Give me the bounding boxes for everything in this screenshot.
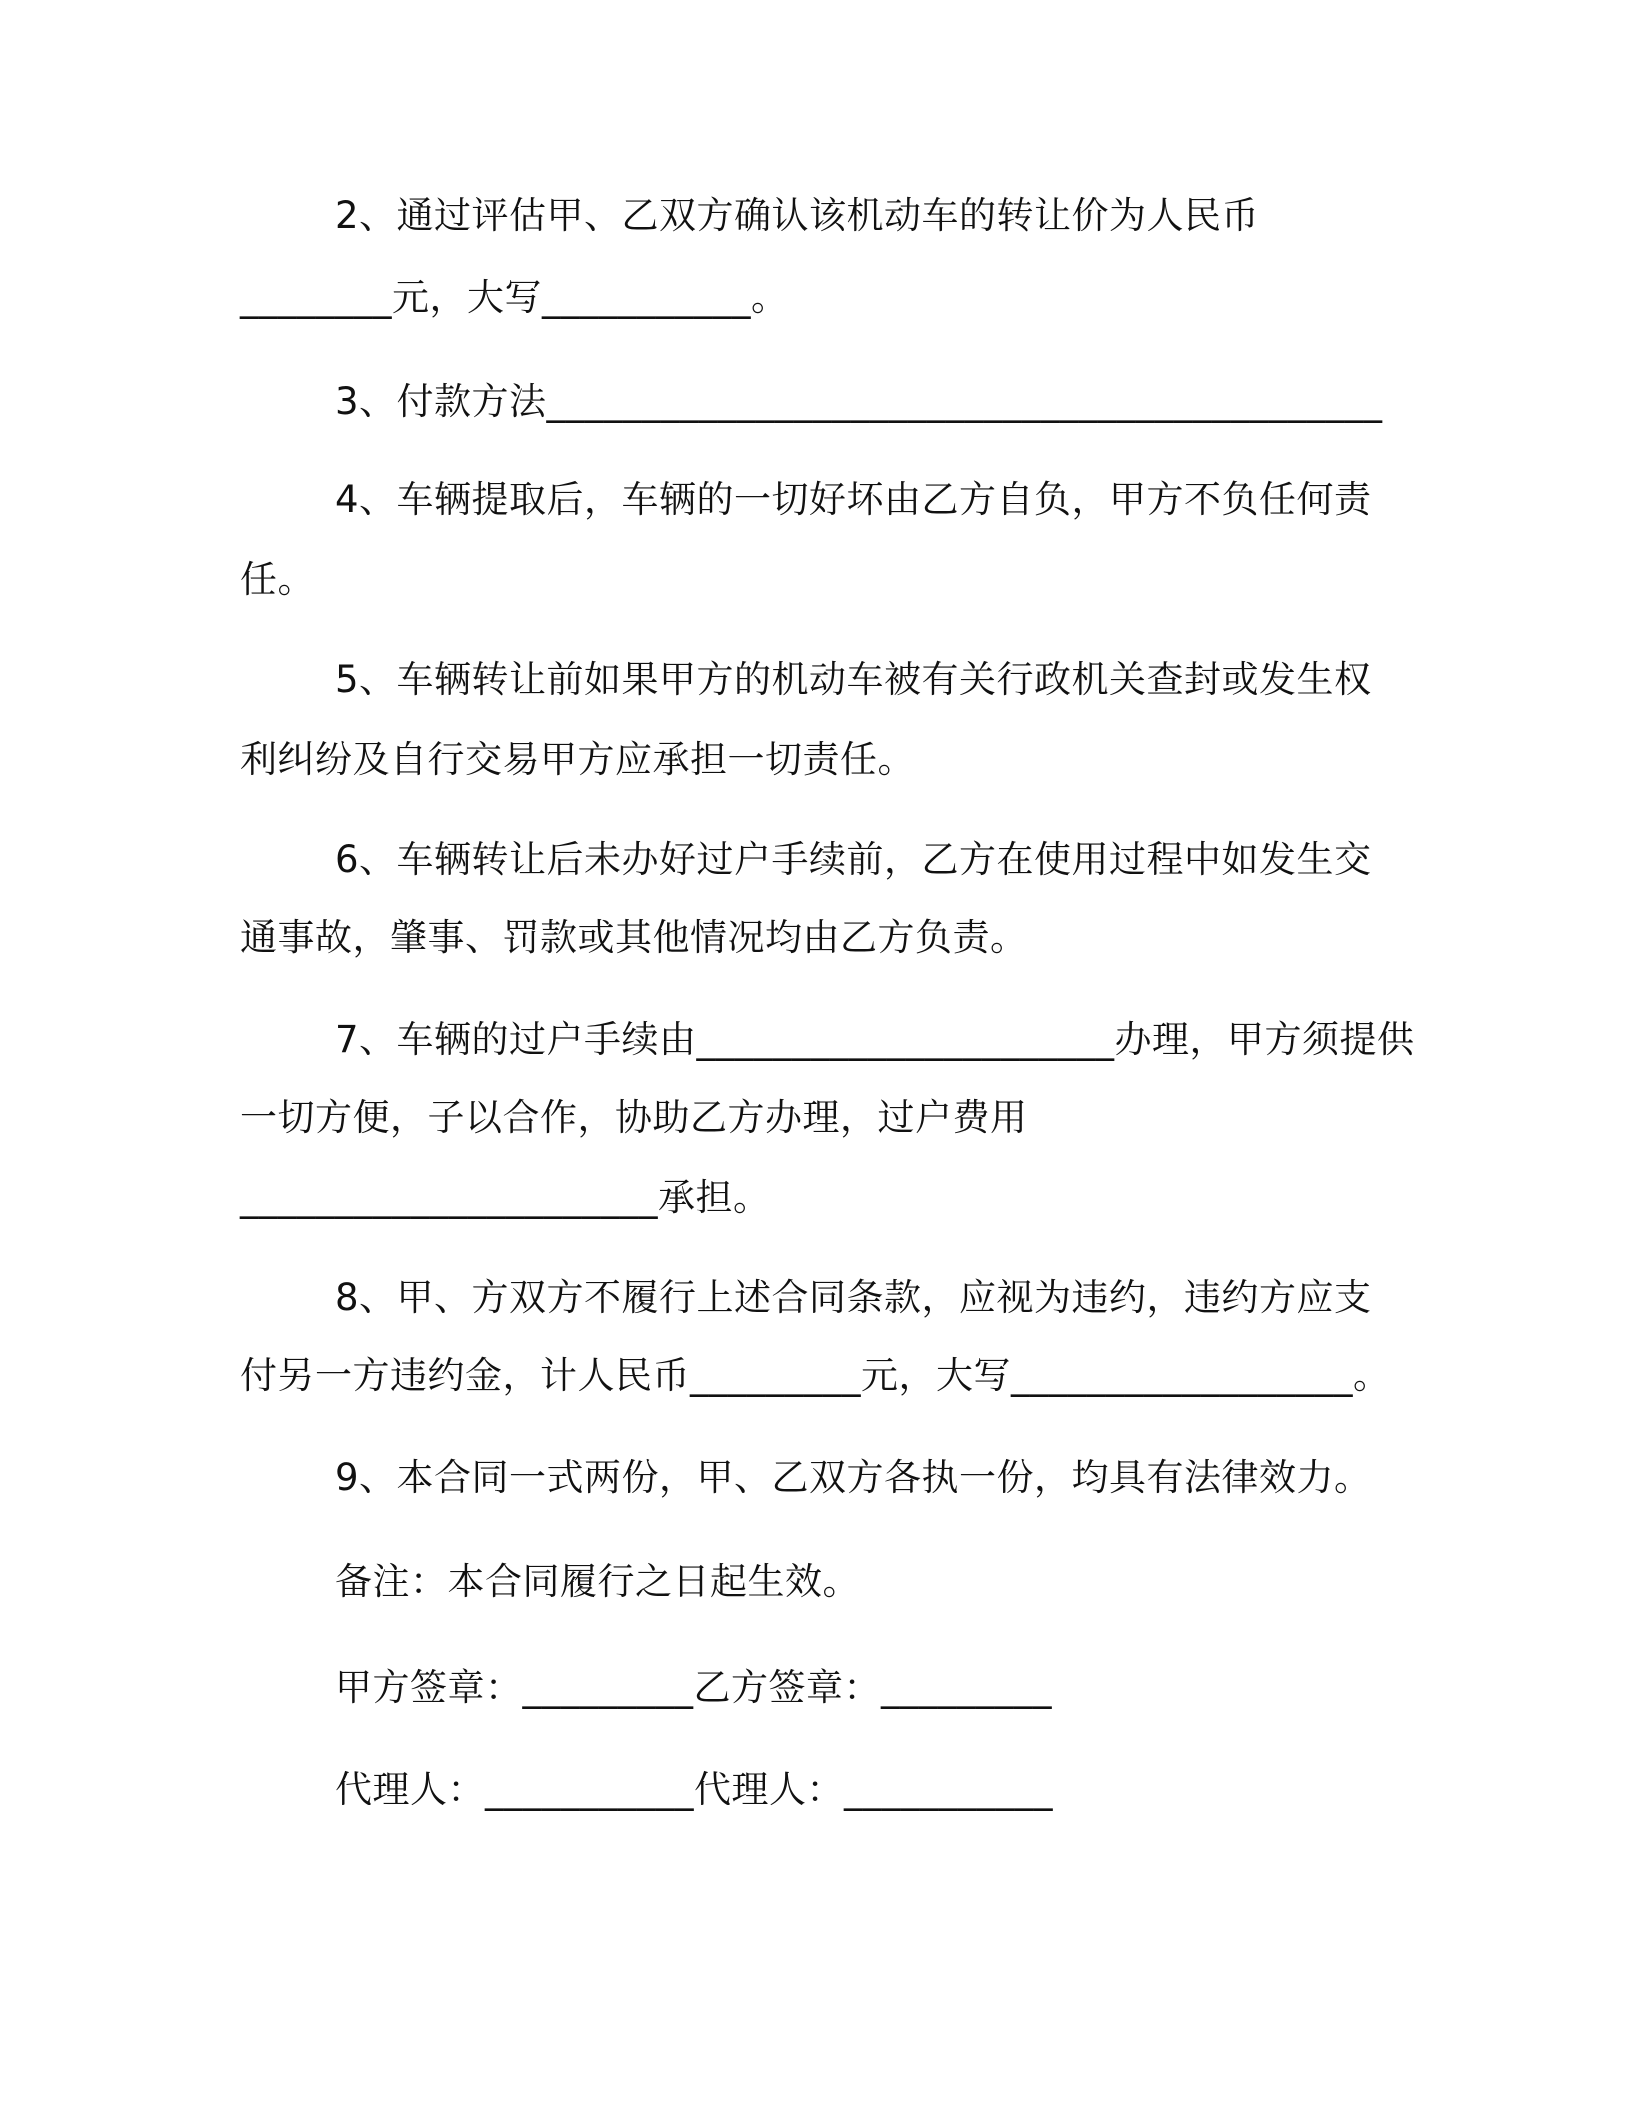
clause-8-line-2: 付另一方违约金，计人民币_________元，大写__________________。 [240, 1354, 1391, 1397]
signature-line: 甲方签章：_________乙方签章：_________ [335, 1666, 1052, 1709]
clause-4-line-2: 任。 [240, 558, 315, 601]
clause-7-line-3: ______________________承担。 [240, 1176, 771, 1219]
clause-7-line-2: 一切方便，子以合作，协助乙方办理，过户费用 [240, 1096, 1028, 1139]
clause-9-line-1: 9、本合同一式两份，甲、乙双方各执一份，均具有法律效力。 [335, 1456, 1372, 1499]
clause-2-line-1: 2、通过评估甲、乙双方确认该机动车的转让价为人民币 [335, 194, 1260, 237]
clause-2-line-2: ________元，大写___________。 [240, 276, 789, 319]
clause-5-line-2: 利纠纷及自行交易甲方应承担一切责任。 [240, 738, 915, 781]
clause-3-line-1: 3、付款方法____________________________________________ [335, 380, 1383, 423]
clause-6-line-1: 6、车辆转让后未办好过户手续前，乙方在使用过程中如发生交 [335, 838, 1372, 881]
clause-7-line-1: 7、车辆的过户手续由______________________办理，甲方须提供 [335, 1018, 1415, 1061]
clause-5-line-1: 5、车辆转让前如果甲方的机动车被有关行政机关查封或发生权 [335, 658, 1372, 701]
clause-8-line-1: 8、甲、方双方不履行上述合同条款，应视为违约，违约方应支 [335, 1276, 1372, 1319]
clause-6-line-2: 通事故，肇事、罚款或其他情况均由乙方负责。 [240, 916, 1028, 959]
remarks-line: 备注：本合同履行之日起生效。 [335, 1560, 860, 1603]
clause-4-line-1: 4、车辆提取后，车辆的一切好坏由乙方自负，甲方不负任何责 [335, 478, 1372, 521]
agent-line: 代理人：___________代理人：___________ [335, 1768, 1053, 1811]
